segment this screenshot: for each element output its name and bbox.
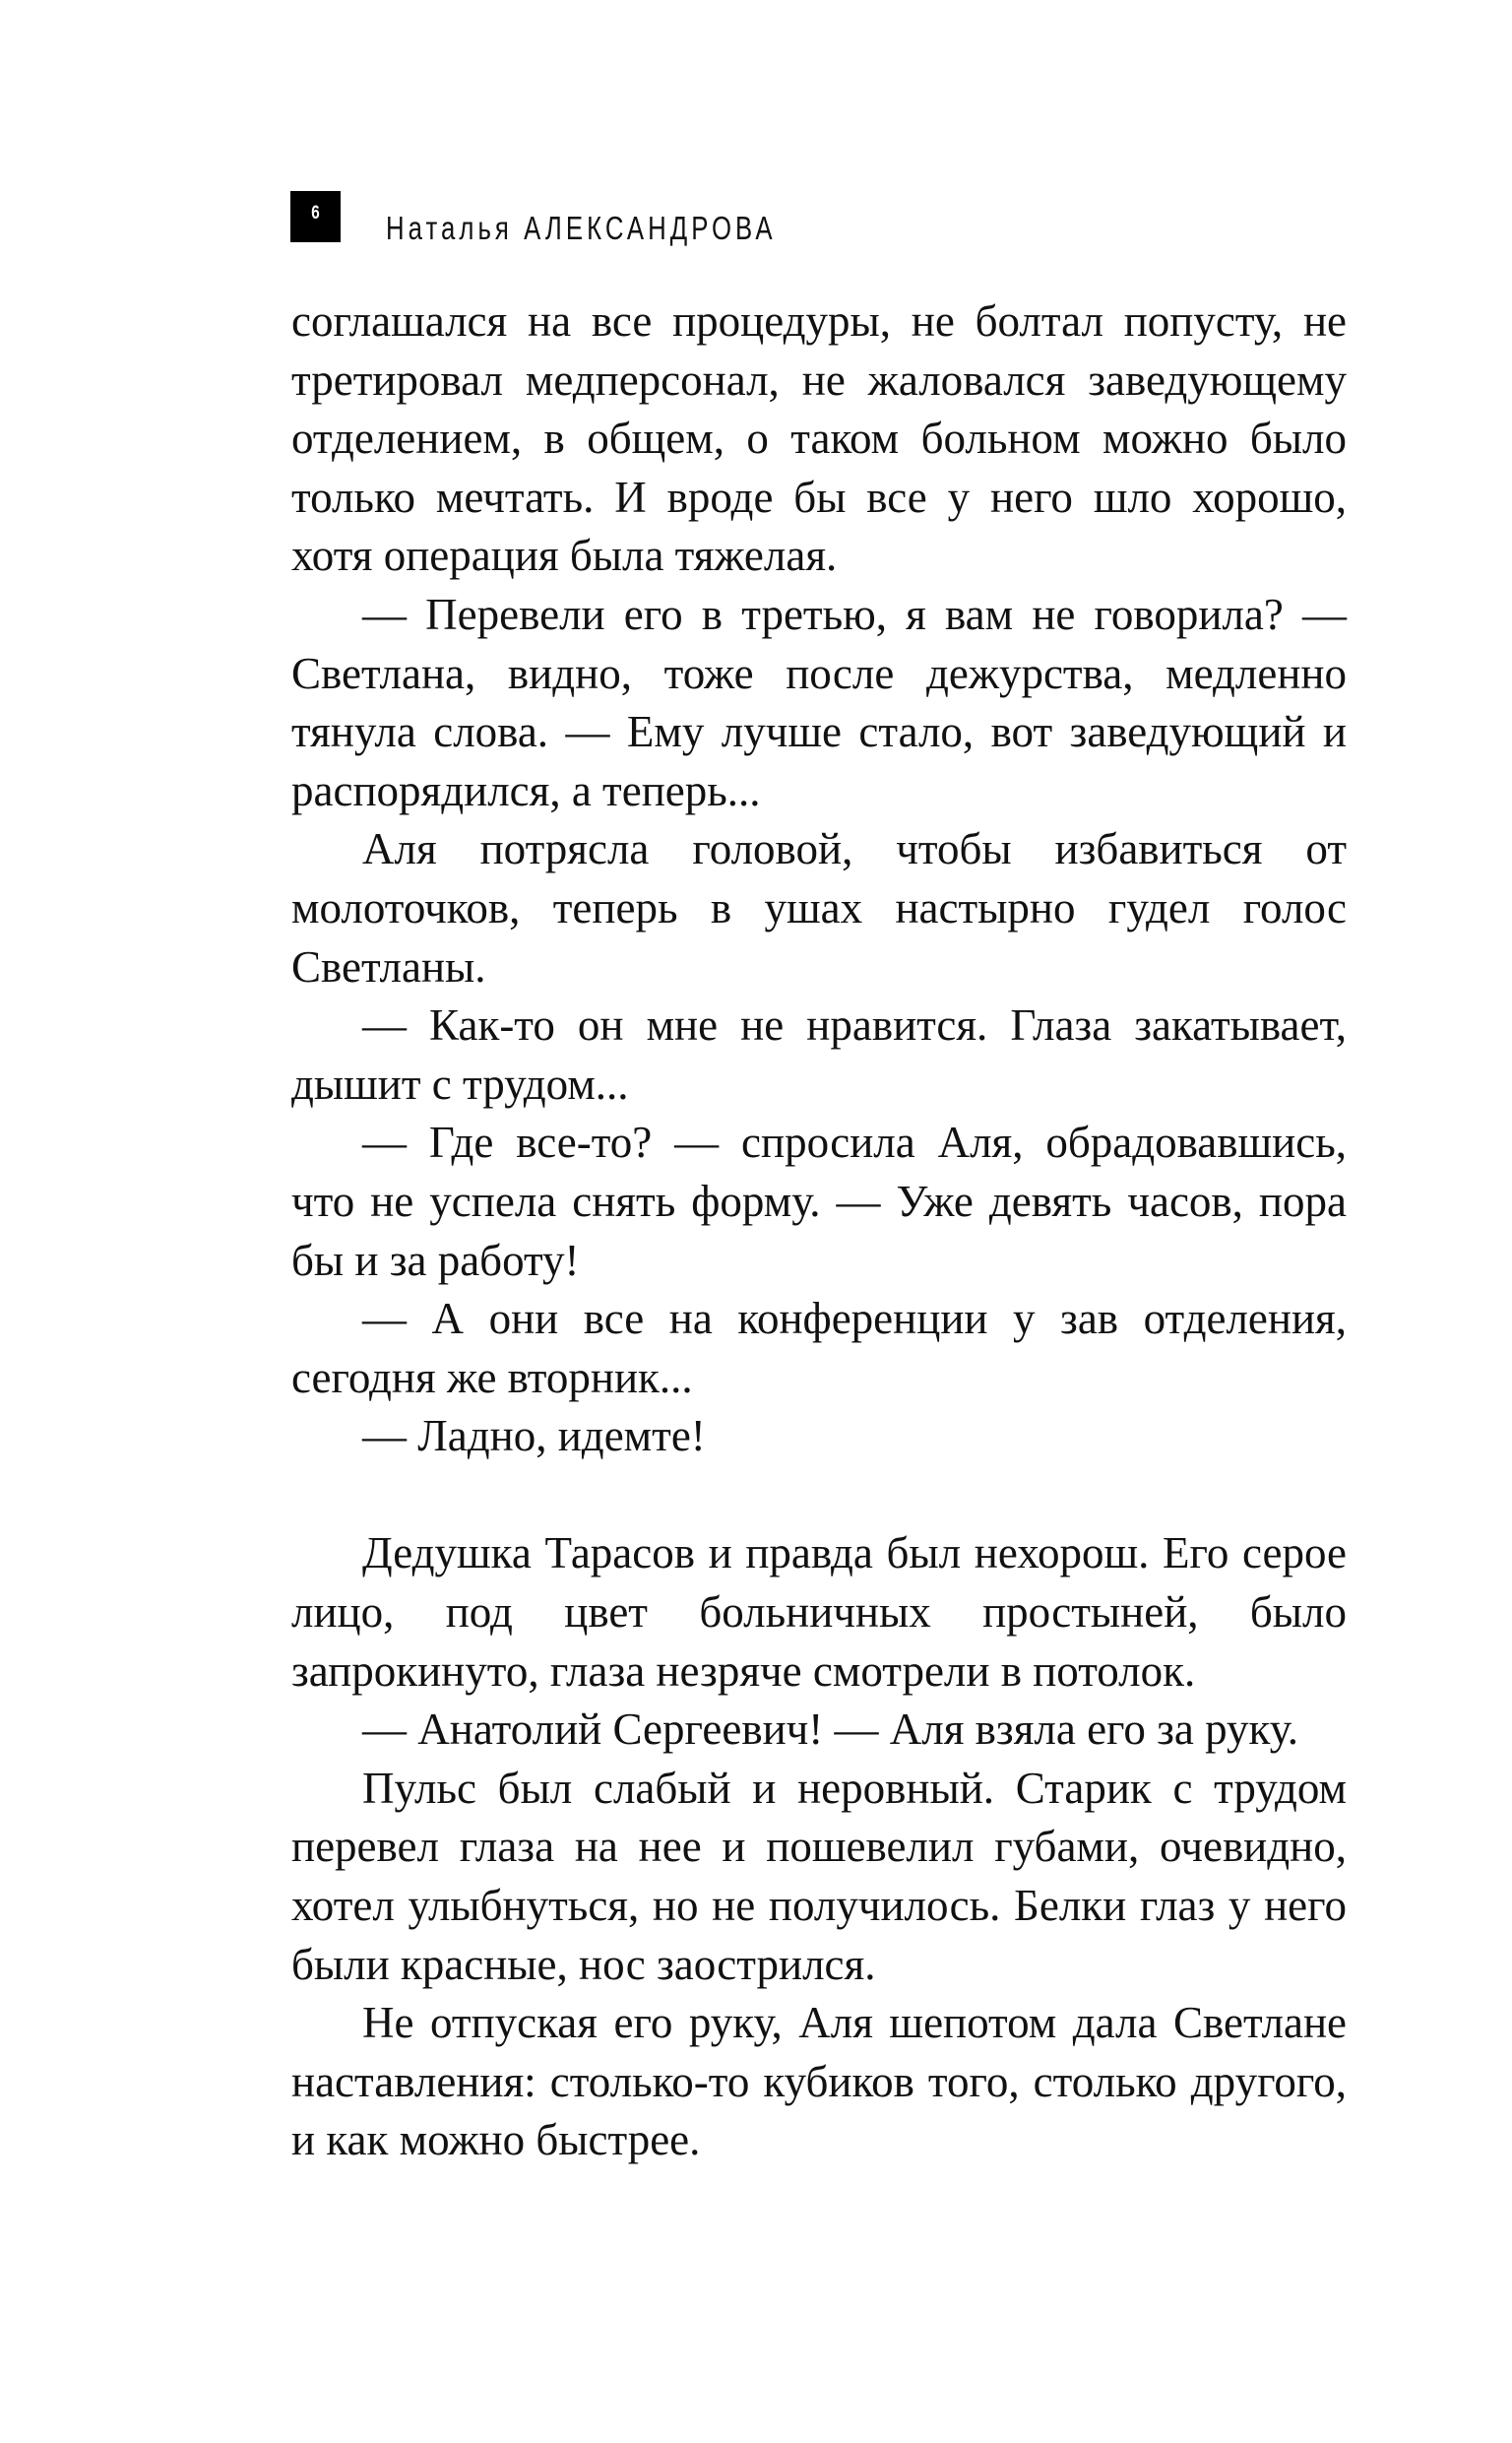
paragraph-dialogue: — Ладно, идемте! — [362, 1411, 706, 1461]
paragraph-dialogue: — Перевели его в третью, я вам не говорила? — Светлана, видно, тоже после дежурства, медленно тянула слова. — Ему лучше стало, вот заведующий и распорядился, а теперь... — [291, 589, 1347, 815]
paragraph-continuation: соглашался на все процедуры, не болтал попусту, не третировал медперсонал, не жаловался заведующему отделением, в общем, о таком больном можно было только мечтать. И вроде бы все у него шло хорошо, хотя операция была тяжелая. — [291, 296, 1347, 581]
paragraph-dialogue: — Где все-то? — спросила Аля, обрадовавшись, что не успела снять форму. — Уже девять часов, пора бы и за работу! — [291, 1118, 1347, 1285]
paragraph-dialogue: — Как-то он мне не нравится. Глаза закатывает, дышит с трудом... — [291, 1000, 1347, 1109]
section-break — [291, 1466, 1347, 1525]
paragraph: Аля потрясла головой, чтобы избавиться от молоточков, теперь в ушах настырно гудел голос Светланы. — [291, 824, 1347, 992]
paragraph-dialogue: — А они все на конференции у зав отделения, сегодня же вторник... — [291, 1294, 1347, 1402]
page-number-box — [290, 191, 341, 242]
paragraph: Пульс был слабый и неровный. Старик с трудом перевел глаза на нее и пошевелил губами, очевидно, хотел улыбнуться, но не получилось. Белки глаз у него были красные, нос заострился. — [291, 1763, 1347, 1989]
body-text — [291, 292, 1347, 2170]
page-number: 6 — [311, 203, 320, 224]
running-head-author: Наталья АЛЕКСАНДРОВА — [386, 210, 777, 246]
paragraph: Дедушка Тарасов и правда был нехорош. Его серое лицо, под цвет больничных простыней, было запрокинуто, глаза незряче смотрели в потолок. — [291, 1528, 1347, 1696]
paragraph-dialogue: — Анатолий Сергеевич! — Аля взяла его за руку. — [362, 1704, 1299, 1755]
paragraph: Не отпуская его руку, Аля шепотом дала Светлане наставления: столько-то кубиков того, столько другого, и как можно быстрее. — [291, 1998, 1347, 2165]
